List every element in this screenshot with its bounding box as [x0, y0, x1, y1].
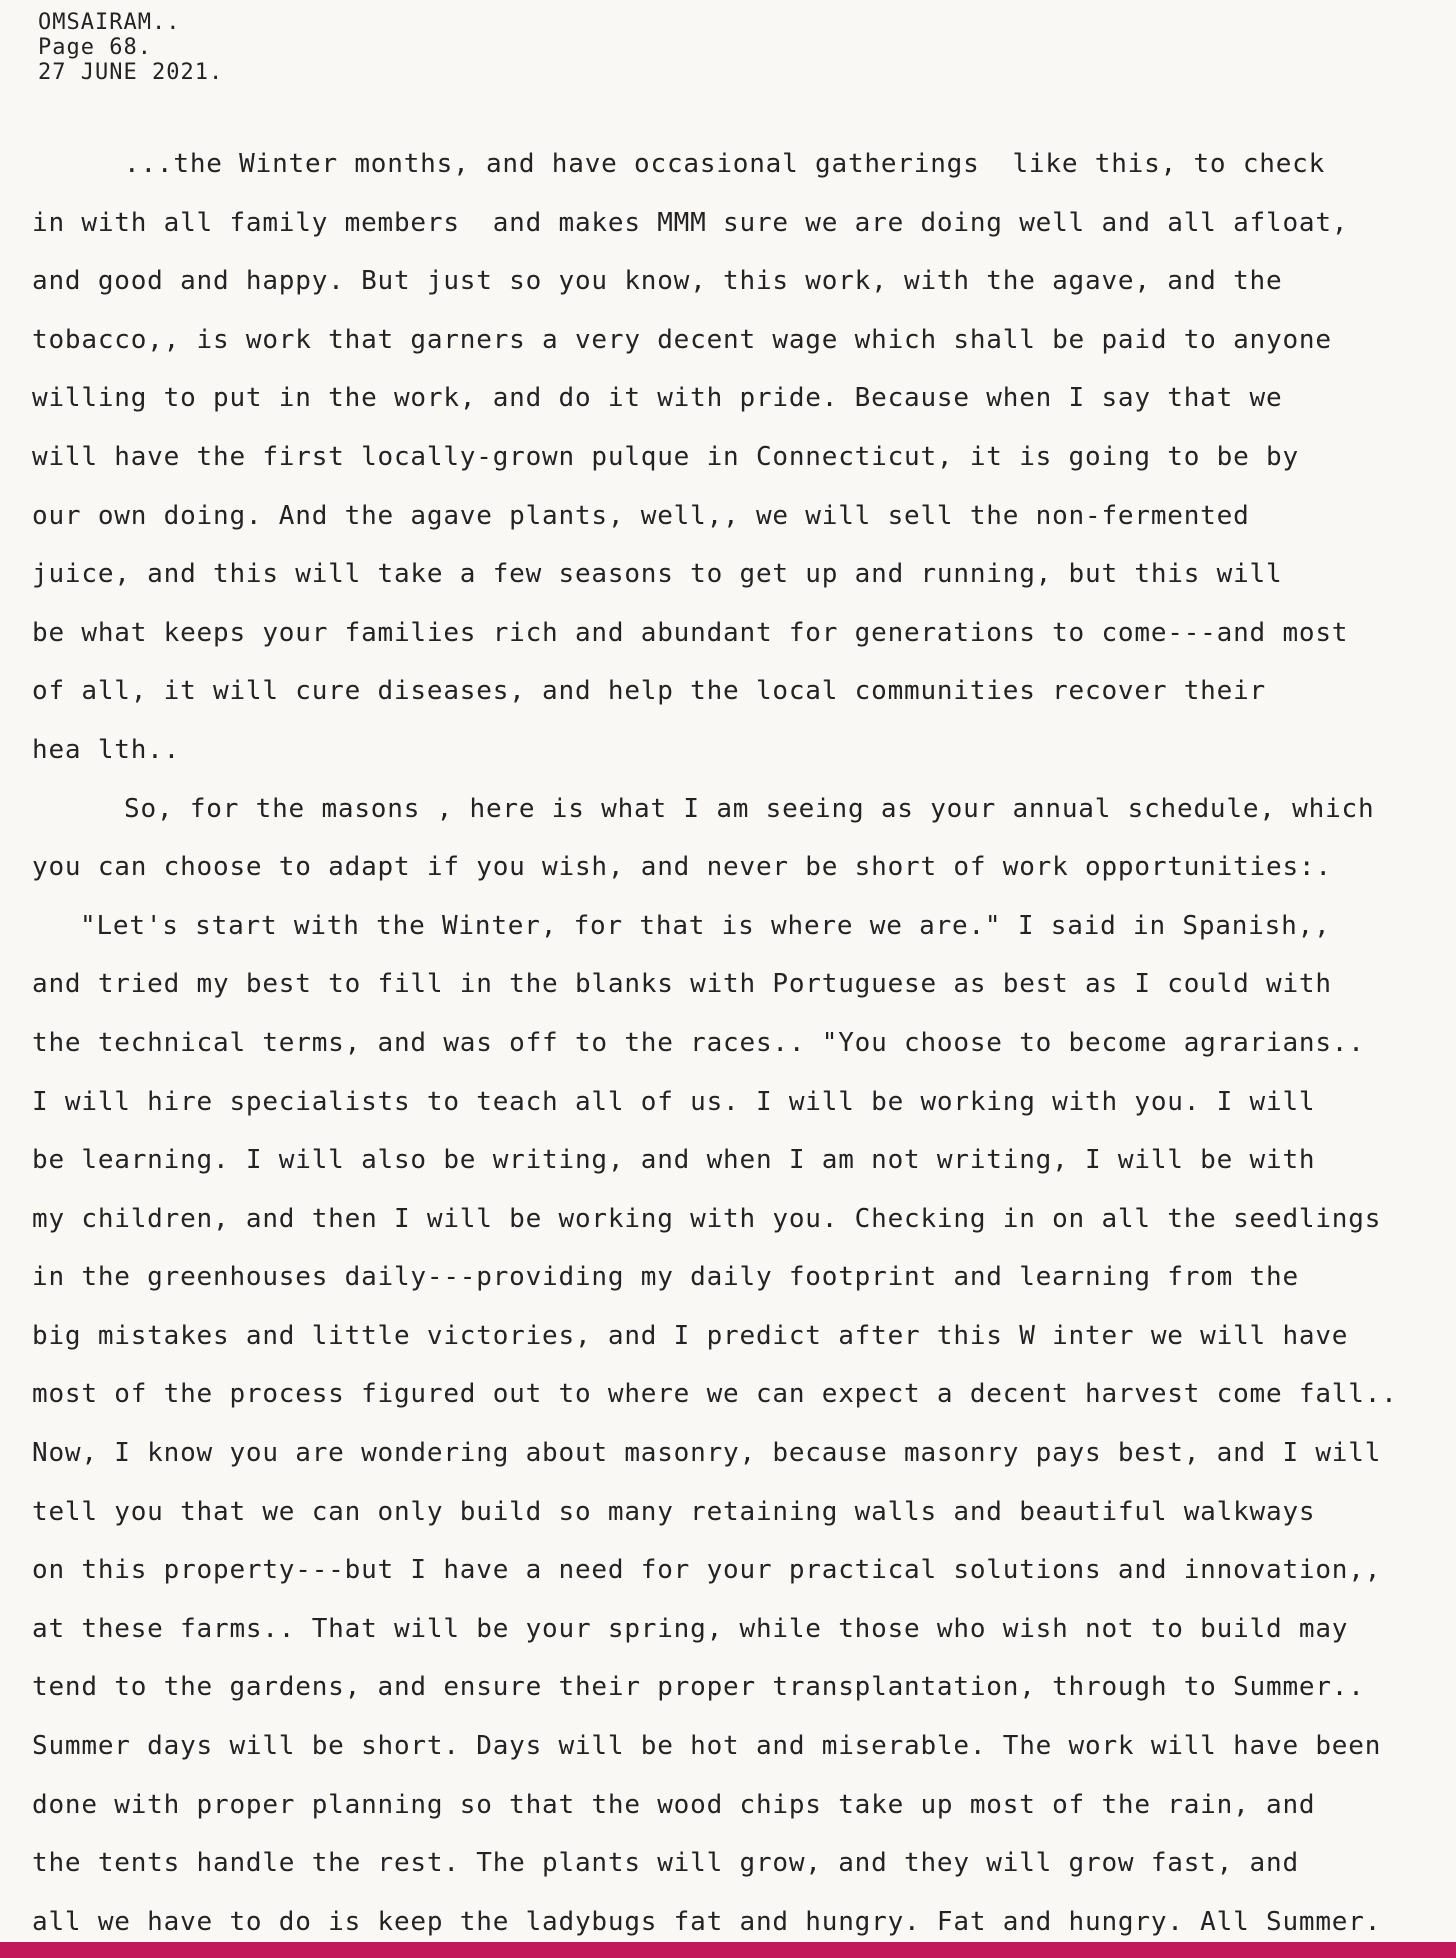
text-line: Summer days will be short. Days will be hot and miserable. The work will have been	[32, 1731, 1382, 1762]
text-line: juice, and this will take a few seasons to get up and running, but this will	[32, 559, 1283, 590]
header-salutation: OMSAIRAM..	[38, 10, 181, 35]
text-line: and good and happy. But just so you know, this work, with the agave, and the	[32, 266, 1283, 297]
text-line: in with all family members and makes MMM sure we are doing well and all afloat,	[32, 207, 1349, 238]
text-line: our own doing. And the agave plants, well,, we will sell the non-fermented	[32, 500, 1250, 531]
text-line: all we have to do is keep the ladybugs fat and hungry. Fat and hungry. All Summer.	[32, 1906, 1382, 1937]
page-header	[38, 10, 223, 85]
text-line: of all, it will cure diseases, and help the local communities recover their	[32, 676, 1266, 707]
text-line: ...the Winter months, and have occasional gatherings like this, to check	[124, 149, 1326, 179]
text-line: the technical terms, and was off to the races.. "You choose to become agrarians..	[32, 1027, 1365, 1058]
text-line: you can choose to adapt if you wish, and never be short of work opportunities:.	[32, 852, 1332, 883]
text-line: tell you that we can only build so many retaining walls and beautiful walkways	[32, 1496, 1316, 1527]
text-line: hea lth..	[32, 734, 181, 765]
text-line: most of the process figured out to where we can expect a decent harvest come fall..	[32, 1379, 1398, 1410]
page-body	[32, 135, 1442, 1942]
text-line: done with proper planning so that the wood chips take up most of the rain, and	[32, 1789, 1316, 1820]
paragraph-1	[32, 135, 1442, 780]
text-line: tobacco,, is work that garners a very decent wage which shall be paid to anyone	[32, 324, 1332, 355]
text-line: be learning. I will also be writing, and when I am not writing, I will be with	[32, 1145, 1316, 1176]
text-line: in the greenhouses daily---providing my daily footprint and learning from the	[32, 1262, 1299, 1293]
text-line: "Let's start with the Winter, for that is where we are." I said in Spanish,,	[80, 910, 1331, 941]
paragraph-2	[32, 780, 1442, 1942]
text-line: So, for the masons , here is what I am seeing as your annual schedule, which	[124, 793, 1375, 824]
text-line: and tried my best to fill in the blanks with Portuguese as best as I could with	[32, 969, 1332, 1000]
text-line: Now, I know you are wondering about masonry, because masonry pays best, and I will	[32, 1438, 1382, 1469]
text-line: at these farms.. That will be your spring, while those who wish not to build may	[32, 1613, 1349, 1644]
text-line: on this property---but I have a need for your practical solutions and innovation,,	[32, 1555, 1382, 1586]
header-date: 27 JUNE 2021.	[38, 60, 224, 85]
text-line: tend to the gardens, and ensure their proper transplantation, through to Summer..	[32, 1672, 1365, 1703]
text-line: big mistakes and little victories, and I predict after this W inter we will have	[32, 1320, 1349, 1351]
text-line: be what keeps your families rich and abundant for generations to come---and most	[32, 617, 1349, 648]
text-line: the tents handle the rest. The plants will grow, and they will grow fast, and	[32, 1848, 1299, 1879]
text-line: my children, and then I will be working with you. Checking in on all the seedlings	[32, 1203, 1382, 1234]
text-line: I will hire specialists to teach all of us. I will be working with you. I will	[32, 1086, 1316, 1117]
text-line: will have the first locally-grown pulque in Connecticut, it is going to be by	[32, 441, 1299, 472]
text-line: willing to put in the work, and do it with pride. Because when I say that we	[32, 383, 1283, 414]
header-page-number: Page 68.	[38, 35, 152, 60]
